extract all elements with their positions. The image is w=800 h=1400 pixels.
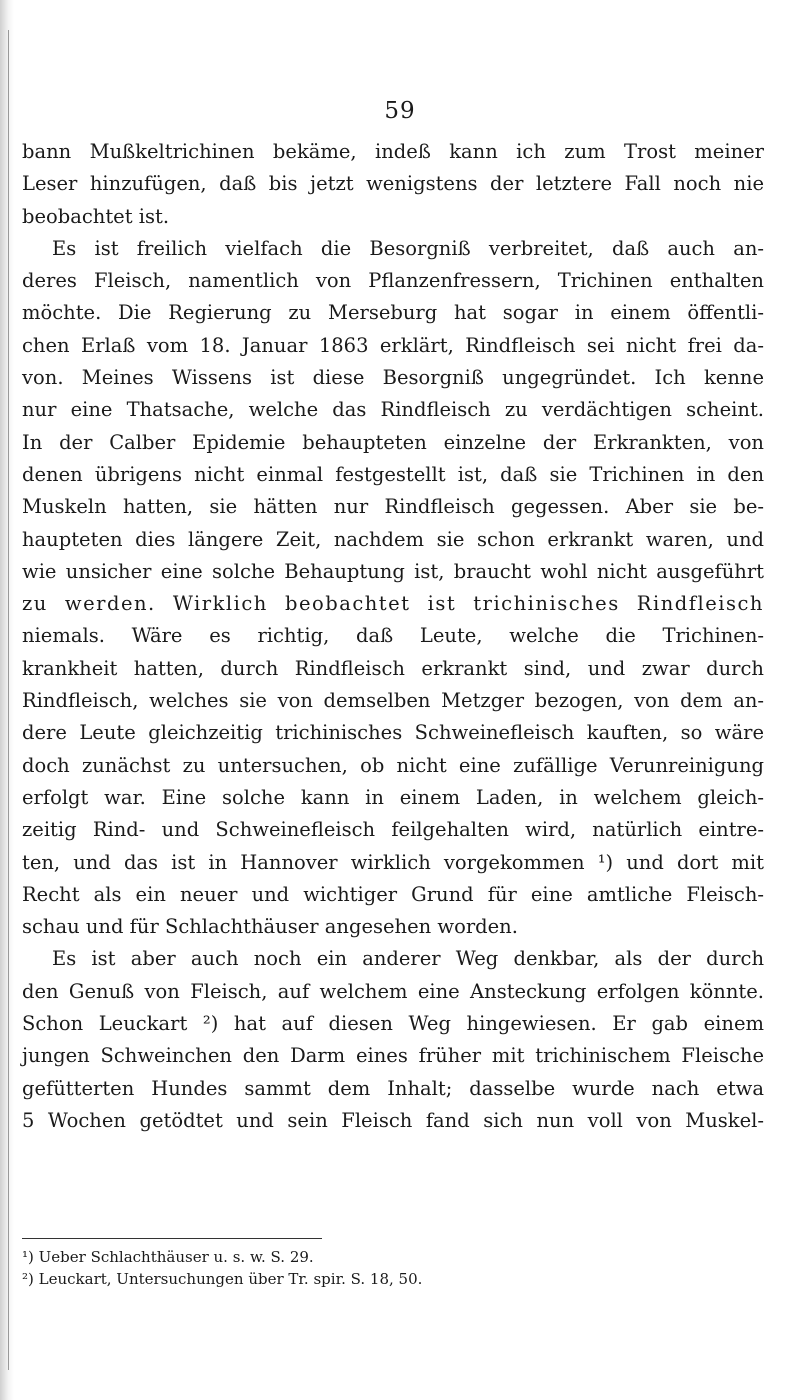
text-line: möchte. Die Regierung zu Merseburg hat sogar in einem öffentli- bbox=[22, 301, 764, 325]
text-line: haupteten dies längere Zeit, nachdem sie schon erkrankt waren, und bbox=[22, 527, 764, 551]
page-edge-line bbox=[8, 30, 9, 1370]
text-line: den Genuß von Fleisch, auf welchem eine Ansteckung erfolgen könnte. bbox=[22, 979, 764, 1003]
text-line: denen übrigens nicht einmal festgestellt ist, daß sie Trichinen in den bbox=[22, 462, 764, 486]
text-line: Leser hinzufügen, daß bis jetzt wenigstens der letztere Fall noch nie bbox=[22, 172, 764, 196]
body-text bbox=[22, 136, 764, 1137]
text-line: erfolgt war. Eine solche kann in einem Laden, in welchem gleich- bbox=[22, 785, 764, 809]
text-line: niemals. Wäre es richtig, daß Leute, welche die Trichinen- bbox=[22, 624, 764, 648]
text-line: dere Leute gleichzeitig trichinisches Schweinefleisch kauften, so wäre bbox=[22, 721, 764, 745]
footnotes bbox=[22, 1246, 764, 1290]
text-line: Es ist aber auch noch ein anderer Weg denkbar, als der durch bbox=[52, 947, 764, 971]
text-line: nur eine Thatsache, welche das Rindfleisch zu verdächtigen scheint. bbox=[22, 398, 764, 422]
text-line: 5 Wochen getödtet und sein Fleisch fand sich nun voll von Muskel- bbox=[22, 1108, 764, 1132]
text-line: bann Mußkeltrichinen bekäme, indeß kann ich zum Trost meiner bbox=[22, 140, 764, 163]
footnote-divider bbox=[22, 1238, 322, 1239]
text-line: doch zunächst zu untersuchen, ob nicht eine zufällige Verunreinigung bbox=[22, 753, 764, 777]
text-line: In der Calber Epidemie behaupteten einzelne der Erkrankten, von bbox=[22, 430, 764, 454]
text-line: Muskeln hatten, sie hätten nur Rindfleisch gegessen. Aber sie be- bbox=[22, 495, 764, 519]
footnote: ¹) Ueber Schlachthäuser u. s. w. S. 29. bbox=[22, 1248, 314, 1266]
text-line: von. Meines Wissens ist diese Besorgniß ungegründet. Ich kenne bbox=[22, 366, 764, 390]
text-line: wie unsicher eine solche Behauptung ist, braucht wohl nicht ausgeführt bbox=[22, 559, 764, 583]
page-number: 59 bbox=[384, 98, 416, 124]
text-line: chen Erlaß vom 18. Januar 1863 erklärt, Rindfleisch sei nicht frei da- bbox=[22, 333, 764, 357]
text-line: ten, und das ist in Hannover wirklich vorgekommen ¹) und dort mit bbox=[22, 850, 764, 874]
text-line: Schon Leuckart ²) hat auf diesen Weg hingewiesen. Er gab einem bbox=[22, 1012, 764, 1036]
text-line: Es ist freilich vielfach die Besorgniß verbreitet, daß auch an- bbox=[52, 236, 764, 260]
text-line: krankheit hatten, durch Rindfleisch erkrankt sind, und zwar durch bbox=[22, 656, 764, 680]
footnote: ²) Leuckart, Untersuchungen über Tr. spir. S. 18, 50. bbox=[22, 1270, 423, 1288]
text-line: schau und für Schlachthäuser angesehen worden. bbox=[22, 915, 518, 939]
text-line: deres Fleisch, namentlich von Pflanzenfressern, Trichinen enthalten bbox=[22, 269, 764, 293]
text-line: beobachtet ist. bbox=[22, 204, 170, 228]
page-spine-shadow bbox=[0, 0, 14, 1400]
text-line: gefütterten Hundes sammt dem Inhalt; dasselbe wurde nach etwa bbox=[22, 1076, 764, 1100]
text-line: zu werden. Wirklich beobachtet ist trichinisches Rindfleisch bbox=[22, 592, 764, 616]
text-line: Rindfleisch, welches sie von demselben Metzger bezogen, von dem an- bbox=[22, 689, 764, 713]
text-line: zeitig Rind- und Schweinefleisch feilgehalten wird, natürlich eintre- bbox=[22, 818, 764, 842]
text-line: jungen Schweinchen den Darm eines früher mit trichinischem Fleische bbox=[22, 1044, 764, 1068]
text-line: Recht als ein neuer und wichtiger Grund für eine amtliche Fleisch- bbox=[22, 882, 764, 906]
